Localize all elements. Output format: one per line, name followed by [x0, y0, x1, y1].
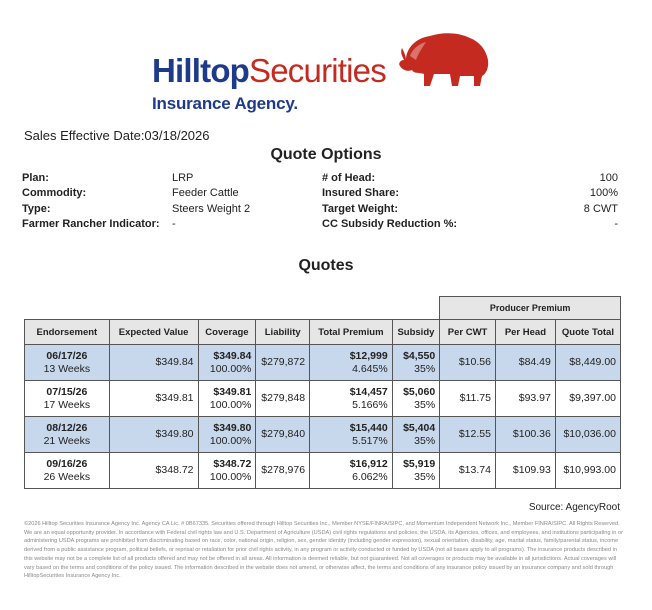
expected-value-cell: $349.84: [109, 345, 198, 381]
bison-icon: [396, 30, 492, 90]
subsidy-value: $4,550: [403, 349, 436, 362]
quotes-title: Quotes: [298, 257, 354, 274]
brand-subtitle: Insurance Agency.: [152, 94, 298, 113]
per-head-cell: $100.36: [495, 417, 555, 453]
option-label: Target Weight:: [322, 203, 398, 215]
option-label: CC Subsidy Reduction %:: [322, 218, 458, 230]
expected-value-cell: $348.72: [109, 453, 198, 489]
coverage-cell: [198, 417, 256, 453]
coverage-value: $349.81: [213, 385, 252, 398]
option-label: Commodity:: [22, 187, 87, 199]
expected-value-cell: $349.80: [109, 417, 198, 453]
table-row: [25, 381, 621, 417]
premium-value: $14,457: [349, 385, 388, 398]
expected-value-cell: $349.81: [109, 381, 198, 417]
quote-options-title: Quote Options: [270, 146, 382, 163]
total-premium-cell: [310, 381, 393, 417]
brand-name-part2: Securities: [249, 52, 386, 89]
option-value: 8 CWT: [583, 203, 618, 215]
premium-value: $15,440: [349, 421, 388, 434]
subsidy-cell: [392, 345, 440, 381]
column-header: Per CWT: [440, 320, 496, 345]
subsidy-value: $5,919: [403, 457, 436, 470]
table-row: [25, 345, 621, 381]
coverage-cell: [198, 345, 256, 381]
per-head-cell: $84.49: [495, 345, 555, 381]
option-value: 100%: [589, 187, 618, 199]
endorsement-weeks: 13 Weeks: [43, 362, 91, 375]
liability-cell: $278,976: [256, 453, 310, 489]
sales-effective-date: Sales Effective Date:03/18/2026: [24, 128, 210, 143]
option-label: # of Head:: [322, 172, 376, 184]
option-value: -: [614, 218, 618, 230]
column-header: Quote Total: [555, 320, 620, 345]
per-cwt-cell: $10.56: [440, 345, 496, 381]
quote-total-cell: $10,993.00: [555, 453, 620, 489]
premium-value: $12,999: [349, 349, 388, 362]
premium-percent: 5.166%: [352, 398, 388, 411]
coverage-percent: 100.00%: [209, 398, 252, 411]
option-label: Insured Share:: [322, 187, 400, 199]
table-row: [25, 453, 621, 489]
coverage-percent: 100.00%: [209, 434, 252, 447]
column-header: Expected Value: [109, 320, 198, 345]
coverage-percent: 100.00%: [209, 362, 252, 375]
quotes-table: [24, 296, 621, 489]
coverage-cell: [198, 381, 256, 417]
column-header: Subsidy: [392, 320, 440, 345]
column-header: Liability: [256, 320, 310, 345]
option-value: 100: [599, 172, 618, 184]
legal-disclaimer: ©2026 Hilltop Securities Insurance Agency Inc. Agency CA Lic. # 0B67335. Securities offered through Hilltop Securities Inc., Member NYSE/FINRA/SIPC, and Momentum Independent Network Inc., Member FINRA/SIPC. All Rights Reserved. We are an equal opportunity provider. In accordance with Federal civil rights law and U.S. Department of Agriculture (USDA) civil rights regulations and policies, the USDA, its Agencies, offices, and employees, and institutions participating in or administering USDA programs are prohibited from discriminating based on race, color, national origin, religion, sex, gender identity (including gender expression), sexual orientation, disability, age, marital status, family/parental status, income derived from a public assistance program, political beliefs, or reprisal or retaliation for prior civil rights activity, in any program or activity conducted or funded by USDA (not all bases apply to all programs). The insurance products described in this website may not be a complete list of all products offered and may not be offered in all areas. All information is deemed reliable, but not guaranteed. Not all coverages or products may be available in all jurisdictions. Actual coverages will vary based on the terms and conditions of the policy issued. The information described in the website does not amend, or otherwise affect, the terms and conditions of any insurance policy issued by an insurance company and sold through HilltopSecurities Insurance Agency Inc.: [24, 521, 623, 580]
coverage-percent: 100.00%: [209, 470, 252, 483]
coverage-value: $349.84: [213, 349, 252, 362]
liability-cell: $279,848: [256, 381, 310, 417]
subsidy-cell: [392, 453, 440, 489]
blank-header: [25, 297, 440, 320]
option-label: Plan:: [22, 172, 49, 184]
coverage-value: $348.72: [213, 457, 252, 470]
quote-total-cell: $8,449.00: [555, 345, 620, 381]
producer-premium-header: Producer Premium: [440, 297, 621, 320]
liability-cell: $279,840: [256, 417, 310, 453]
brand-name: [152, 54, 386, 87]
subsidy-percent: 35%: [414, 434, 436, 447]
subsidy-value: $5,060: [403, 385, 436, 398]
subsidy-percent: 35%: [414, 362, 436, 375]
endorsement-weeks: 17 Weeks: [43, 398, 91, 411]
endorsement-date: 06/17/26: [46, 349, 88, 362]
premium-percent: 6.062%: [352, 470, 388, 483]
option-value: Feeder Cattle: [172, 187, 239, 199]
subsidy-percent: 35%: [414, 398, 436, 411]
column-header: Endorsement: [25, 320, 110, 345]
endorsement-weeks: 26 Weeks: [43, 470, 91, 483]
subsidy-value: $5,404: [403, 421, 436, 434]
column-header: Coverage: [198, 320, 256, 345]
premium-percent: 5.517%: [352, 434, 388, 447]
endorsement-cell: [25, 453, 110, 489]
endorsement-date: 09/16/26: [46, 457, 88, 470]
per-cwt-cell: $11.75: [440, 381, 496, 417]
subsidy-cell: [392, 417, 440, 453]
option-value: Steers Weight 2: [172, 203, 251, 215]
column-header: Total Premium: [310, 320, 393, 345]
endorsement-date: 08/12/26: [46, 421, 88, 434]
endorsement-weeks: 21 Weeks: [43, 434, 91, 447]
per-cwt-cell: $13.74: [440, 453, 496, 489]
endorsement-cell: [25, 381, 110, 417]
endorsement-date: 07/15/26: [46, 385, 88, 398]
coverage-value: $349.80: [213, 421, 252, 434]
endorsement-cell: [25, 345, 110, 381]
total-premium-cell: [310, 417, 393, 453]
option-label: Farmer Rancher Indicator:: [22, 218, 160, 230]
premium-percent: 4.645%: [352, 362, 388, 375]
option-value: -: [172, 218, 176, 230]
coverage-cell: [198, 453, 256, 489]
liability-cell: $279,872: [256, 345, 310, 381]
quote-total-cell: $10,036.00: [555, 417, 620, 453]
total-premium-cell: [310, 453, 393, 489]
per-cwt-cell: $12.55: [440, 417, 496, 453]
per-head-cell: $109.93: [495, 453, 555, 489]
brand-name-part1: Hilltop: [152, 52, 250, 89]
quote-total-cell: $9,397.00: [555, 381, 620, 417]
table-row: [25, 417, 621, 453]
option-value: LRP: [172, 172, 194, 184]
premium-value: $16,912: [349, 457, 388, 470]
per-head-cell: $93.97: [495, 381, 555, 417]
source-note: Source: AgencyRoot: [528, 502, 620, 513]
subsidy-cell: [392, 381, 440, 417]
endorsement-cell: [25, 417, 110, 453]
subsidy-percent: 35%: [414, 470, 436, 483]
option-label: Type:: [22, 203, 51, 215]
column-header: Per Head: [495, 320, 555, 345]
company-logo: [152, 30, 492, 116]
total-premium-cell: [310, 345, 393, 381]
